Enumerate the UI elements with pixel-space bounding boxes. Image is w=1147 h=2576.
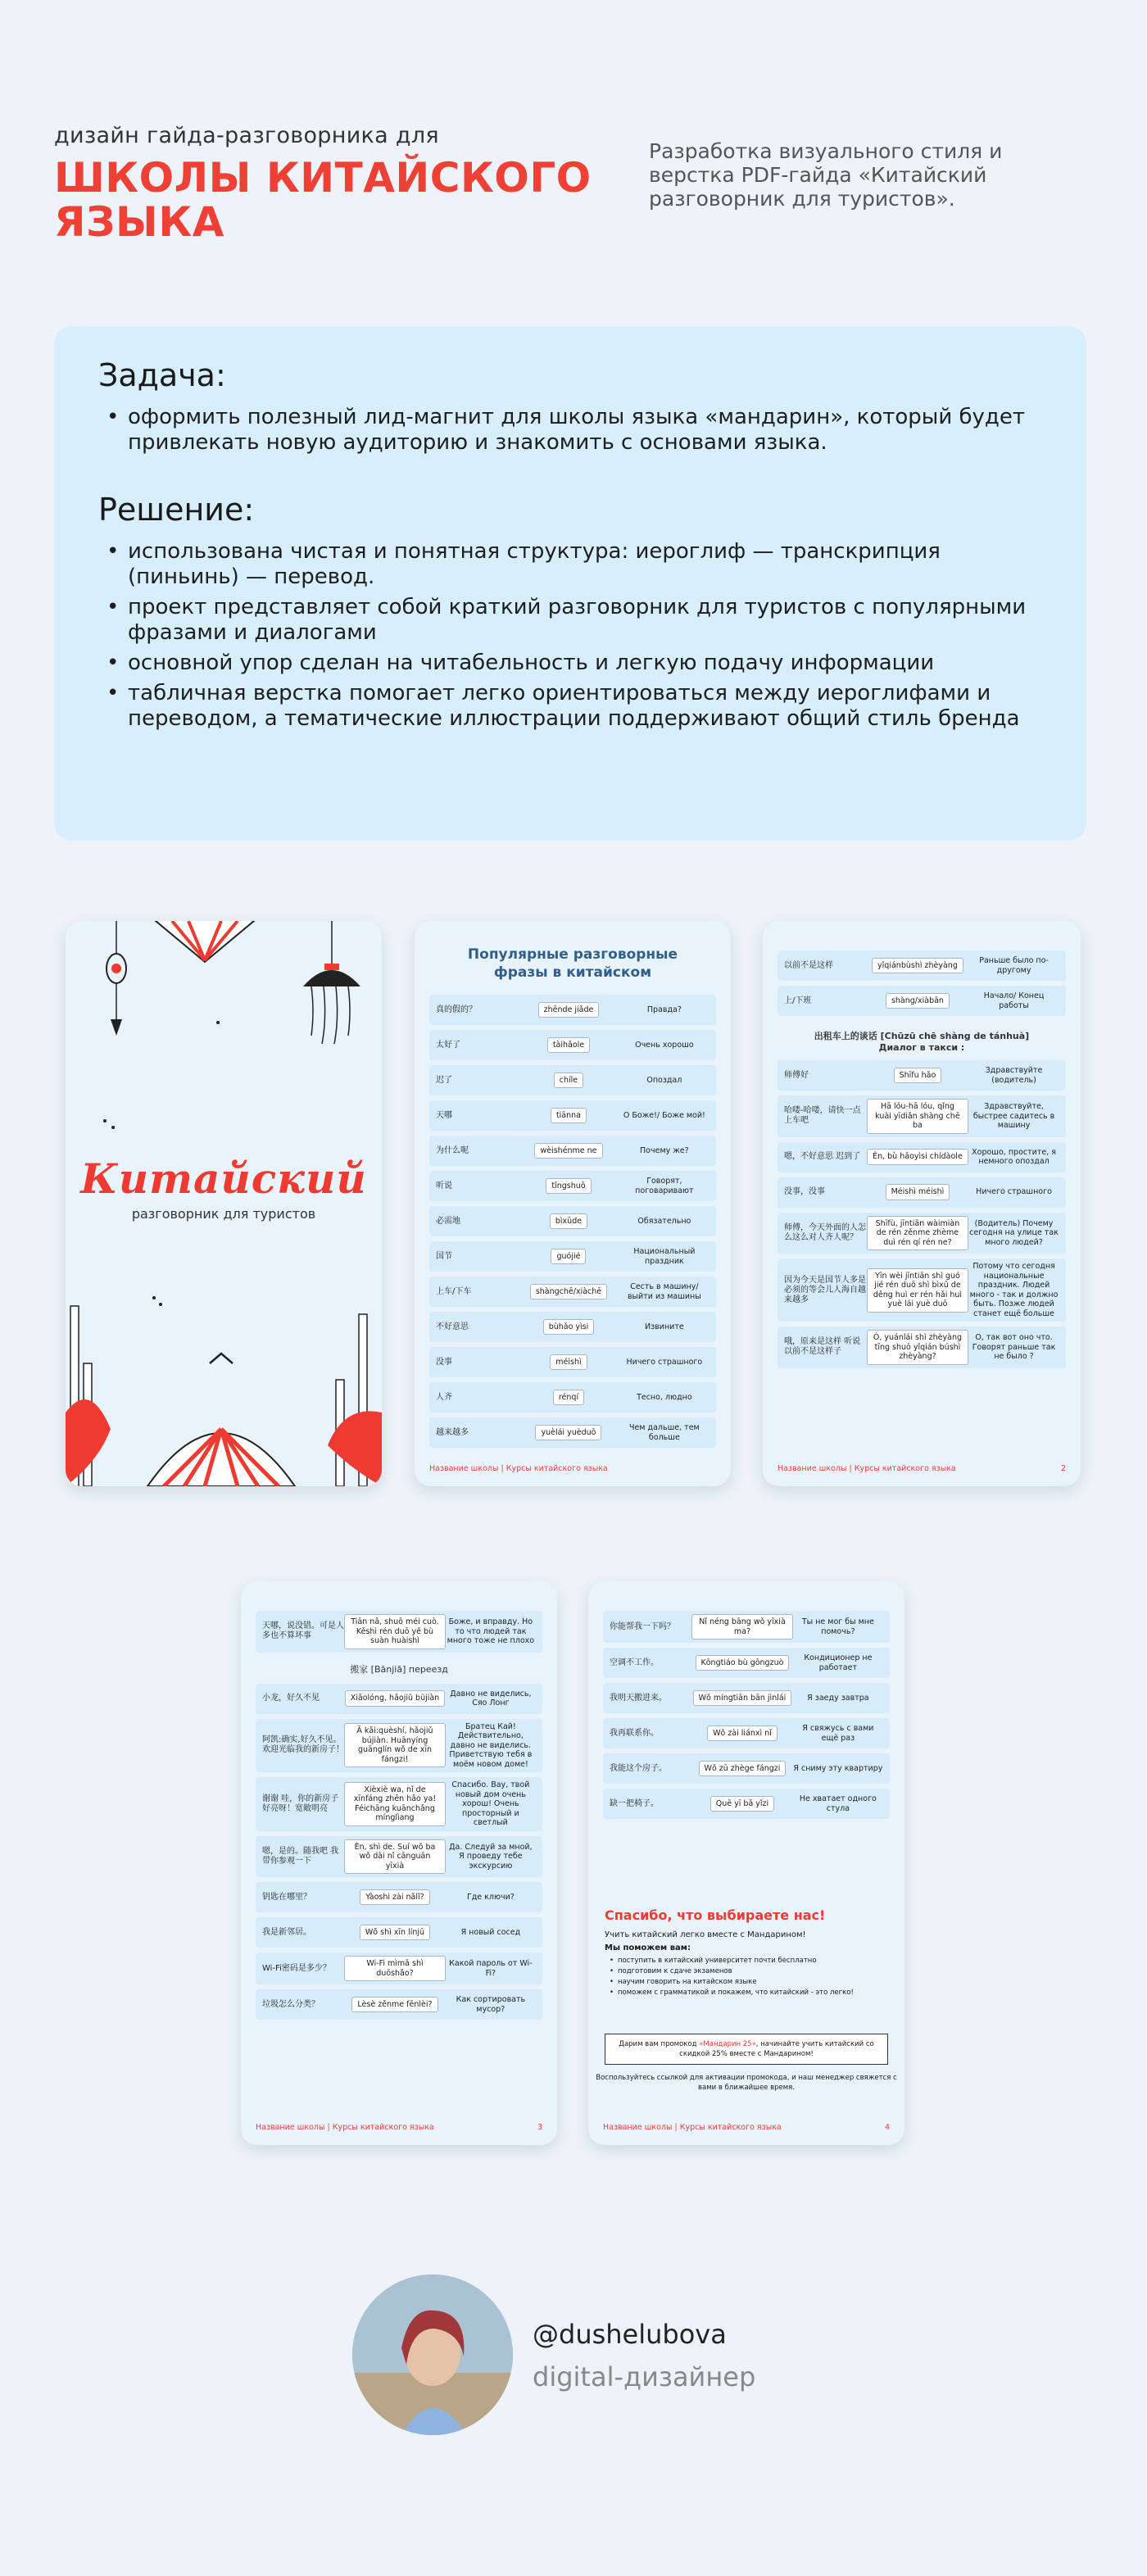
table-row	[429, 1347, 716, 1377]
translation-cell: Опоздал	[646, 1075, 682, 1085]
hanzi-cell: 太好了	[436, 1040, 460, 1050]
hanzi-cell: 迟了	[436, 1075, 452, 1085]
pinyin-text: tiānna	[551, 1108, 587, 1124]
table-row	[778, 950, 1066, 981]
pinyin-cell	[518, 1002, 619, 1018]
pinyin-cell	[518, 1284, 619, 1300]
hanzi-cell: Wi-Fi密码是多少？	[262, 1963, 331, 1973]
translation-cell: Правда?	[646, 1005, 682, 1014]
translation-cell: Боже, и вправду. Но то что людей так много тоже не плохо	[447, 1617, 535, 1645]
header-title-line1: ШКОЛЫ КИТАЙСКОГО	[54, 154, 592, 202]
pinyin-text: Wǒ zài liánxì nǐ	[707, 1726, 778, 1742]
pinyin-cell	[518, 1390, 619, 1406]
dialog-table	[763, 1060, 1081, 1368]
pinyin-text: yuèlái yuèduō	[535, 1425, 601, 1441]
hanzi-cell: 我是新邻居。	[262, 1927, 311, 1937]
pinyin-cell	[518, 1425, 619, 1441]
pinyin-cell	[867, 958, 968, 974]
thanks-title: Спасибо, что выбираете нас!	[605, 1907, 826, 1923]
table-row	[778, 1213, 1066, 1254]
page-footer	[778, 1464, 1066, 1473]
translation-cell: Хорошо, простите, я немного опоздал	[972, 1147, 1056, 1166]
pinyin-text: Èn, shì de. Suí wǒ ba wǒ dài nǐ cānguān yīxià	[344, 1839, 446, 1875]
translation-cell: (Водитель) Почему сегодня на улице так много людей?	[969, 1218, 1059, 1247]
pinyin-cell	[867, 1099, 968, 1134]
hanzi-cell: 我明天搬进来。	[610, 1693, 667, 1703]
hanzi-cell: 钥匙在哪里？	[262, 1892, 311, 1902]
footer-text: Название школы | Курсы китайского языка	[778, 1464, 956, 1473]
hanzi-cell: 为什么呢	[436, 1145, 469, 1155]
translation-cell: Очень хорошо	[635, 1040, 694, 1050]
pinyin-text: Wi-Fi mìmǎ shì duōshǎo?	[344, 1956, 446, 1981]
pinyin-text: Xiǎolóng, hǎojiǔ bùjiàn	[345, 1690, 445, 1707]
help-item: • научим говорить на китайском языке	[610, 1977, 888, 1988]
translation-cell: Да. Следуй за мной, Я проведу тебе экскурсию	[449, 1842, 533, 1871]
table-row	[429, 1030, 716, 1060]
translation-cell: Чем дальше, тем больше	[629, 1423, 700, 1442]
pinyin-cell	[518, 1037, 619, 1054]
pinyin-text: shàng/xiàbān	[886, 993, 950, 1009]
translation-cell: Где ключи?	[466, 1892, 515, 1902]
hanzi-cell: 天哪，说没错。可是人多也不算坏事	[262, 1621, 344, 1641]
pinyin-text: Xièxiè wa, nǐ de xīnfáng zhēn hǎo ya! Féichāng kuānchǎng mínglìang	[344, 1782, 446, 1826]
page-footer	[429, 1464, 716, 1473]
table-row	[778, 1327, 1066, 1368]
translation-cell: Давно не виделись, Сяо Лонг	[450, 1689, 532, 1708]
pinyin-cell	[518, 1354, 619, 1371]
hanzi-cell: 师傅，今天外面的人怎么这么对人齐人呢？	[784, 1222, 866, 1242]
section-subtitle: Диалог в такси :	[878, 1042, 965, 1053]
translation-cell: Я новый сосед	[460, 1927, 521, 1937]
translation-cell: Кондиционер не работает	[804, 1653, 873, 1672]
pinyin-text: Yīn wèi jīntiān shì guó jié rén duō shì bìxū de děng huì er rén hǎi huì yuè lái yuè duō	[867, 1268, 968, 1313]
hanzi-cell: 哦，原来是这样 听说以前不是这样子	[784, 1337, 861, 1357]
phrase-table	[588, 1611, 904, 1819]
hanzi-cell: 嗯，是的。随我吧 我带你参观一下	[262, 1846, 339, 1866]
table-row	[429, 1277, 716, 1307]
hanzi-cell: 没事，没事	[784, 1187, 825, 1196]
pinyin-cell	[691, 1655, 793, 1671]
hanzi-cell: 必需地	[436, 1216, 460, 1226]
header-description: Разработка визуального стиля и верстка PDF-гайда «Китайский разговорник для туристов».	[649, 139, 1003, 211]
pinyin-text: tīngshuō	[546, 1178, 591, 1195]
pinyin-cell	[691, 1690, 793, 1707]
table-row	[603, 1789, 890, 1819]
hanzi-cell: 阿凯:确实,好久不见。欢迎光临我的新房子！	[262, 1735, 344, 1755]
pinyin-cell	[344, 1690, 446, 1707]
section-title: 搬家 [Bānjiā] переезд	[350, 1663, 448, 1675]
table-row	[778, 986, 1066, 1016]
cover-subtitle: разговорник для туристов	[131, 1206, 316, 1222]
table-row	[778, 1177, 1066, 1208]
hanzi-cell: 人齐	[436, 1392, 452, 1402]
table-row	[778, 1142, 1066, 1172]
translation-cell: Тесно, людно	[637, 1392, 692, 1402]
promo-text-post: , начинайте учить китайский со скидкой 25% вместе с Мандарином!	[679, 2040, 874, 2058]
table-row	[256, 1989, 542, 2020]
section-title-text: 出租车上的谈话 [Chūzū chē shàng de tánhuà]	[814, 1031, 1030, 1041]
table-row	[603, 1611, 890, 1643]
pinyin-text: Lèsè zěnme fēnlèi?	[351, 1997, 437, 2013]
pinyin-cell	[867, 993, 968, 1009]
help-title: Мы поможем вам:	[605, 1943, 691, 1952]
thanks-block	[605, 1907, 888, 2015]
translation-cell: Я заеду завтра	[807, 1693, 869, 1703]
pinyin-cell	[691, 1726, 793, 1742]
pinyin-text: bùhǎo yìsi	[543, 1319, 595, 1336]
table-row	[256, 1777, 542, 1831]
pinyin-text: bìxūde	[550, 1213, 587, 1230]
pinyin-cell	[518, 1249, 619, 1265]
table-row	[429, 1136, 716, 1166]
header-subtitle: дизайн гайда-разговорника для	[54, 123, 439, 148]
translation-cell: Обязательно	[637, 1216, 691, 1226]
pinyin-text: rénqí	[553, 1390, 584, 1406]
guide-page-2	[763, 921, 1081, 1486]
table-row	[429, 1241, 716, 1272]
hanzi-cell: 上/下班	[784, 995, 812, 1005]
table-row	[778, 1060, 1066, 1091]
table-row	[429, 1100, 716, 1131]
help-item: • поможем с грамматикой и покажем, что китайский - это легко!	[610, 1988, 888, 1998]
dialog-table	[241, 1611, 557, 1653]
cover-illustration	[66, 921, 382, 1486]
translation-cell: О, так вот оно что. Говорят раньше так не было ?	[972, 1333, 1056, 1361]
translation-cell: Сесть в машину/ выйти из машины	[627, 1282, 701, 1301]
footer-text: Название школы | Курсы китайского языка	[603, 2123, 782, 2132]
pinyin-text: Nǐ néng bāng wǒ yīxià ma?	[691, 1614, 793, 1639]
pinyin-cell	[518, 1108, 619, 1124]
translation-cell: Национальный праздник	[633, 1247, 696, 1266]
pinyin-text: Wǒ zū zhège fángzi	[699, 1761, 787, 1777]
header-title	[54, 156, 592, 244]
translation-cell: Здравствуйте (водитель)	[985, 1066, 1043, 1085]
table-row	[429, 1312, 716, 1342]
pinyin-cell	[344, 1889, 446, 1906]
page-number: 2	[1060, 1464, 1066, 1473]
table-row	[256, 1611, 542, 1653]
header-title-line2: ЯЗЫКА	[54, 198, 224, 246]
pinyin-text: méishì	[550, 1354, 587, 1371]
page-footer	[603, 2123, 890, 2132]
pinyin-text: Shīfu hǎo	[894, 1068, 942, 1084]
pinyin-text: Hā lóu-hā lóu, qǐng kuài yīdiǎn shàng chē ba	[867, 1099, 968, 1134]
hanzi-cell: 我能这个房子。	[610, 1763, 667, 1773]
page-number: 3	[537, 2123, 542, 2132]
thanks-text: Учить китайский легко вместе с Мандарином!	[605, 1930, 806, 1939]
pinyin-cell	[518, 1178, 619, 1195]
translation-cell: Братец Кай! Действительно, давно не виделись. Приветствую тебя в моём новом доме!	[449, 1721, 533, 1769]
promo-box	[605, 2034, 888, 2065]
pinyin-text: Quē yī bǎ yǐzi	[710, 1796, 774, 1812]
solution-item: • основной упор сделан на читабельность и легкую подачу информации	[98, 651, 1042, 676]
table-row	[429, 1171, 716, 1201]
page-title-line1: Популярные разговорные	[467, 946, 678, 963]
pinyin-text: wèishénme ne	[534, 1143, 602, 1159]
pinyin-cell	[518, 1143, 619, 1159]
translation-cell: Раньше было по-другому	[979, 956, 1049, 975]
translation-cell: Почему же?	[640, 1145, 689, 1155]
pinyin-cell	[691, 1796, 793, 1812]
solution-list	[98, 539, 1042, 732]
translation-cell: Ты не мог бы мне помочь?	[801, 1617, 874, 1636]
pinyin-cell	[867, 1216, 968, 1251]
pinyin-text: tàihǎole	[547, 1037, 590, 1054]
pinyin-cell	[867, 1068, 968, 1084]
page-title-line2: фразы в китайском	[493, 964, 652, 981]
table-row	[603, 1683, 890, 1713]
cover-page-preview	[66, 921, 382, 1486]
hanzi-cell: 缺一把椅子。	[610, 1798, 659, 1808]
pinyin-text: yǐqiánbùshì zhèyàng	[872, 958, 963, 974]
phrase-table	[415, 995, 731, 1448]
pinyin-cell	[867, 1184, 968, 1200]
table-row	[429, 1065, 716, 1095]
page-number: 4	[884, 2123, 890, 2132]
solution-item: • проект представляет собой краткий разговорник для туристов с популярными фразами и диалогами	[98, 595, 1042, 646]
hanzi-cell: 垃圾怎么分类？	[262, 1999, 320, 2009]
pinyin-cell	[344, 1925, 446, 1941]
hanzi-cell: 听说	[436, 1181, 452, 1190]
guide-page-1	[415, 921, 731, 1486]
hanzi-cell: 我再联系你。	[610, 1728, 659, 1738]
page-footer	[256, 2123, 542, 2132]
task-heading: Задача:	[98, 357, 226, 393]
pinyin-cell	[867, 1149, 968, 1165]
pinyin-cell	[518, 1319, 619, 1336]
dialog-table	[241, 1684, 557, 2020]
translation-cell: Здравствуйте, быстрее садитесь в машину	[972, 1102, 1055, 1130]
pinyin-cell	[344, 1723, 446, 1767]
pinyin-cell	[518, 1213, 619, 1230]
hanzi-cell: 师傅好	[784, 1070, 809, 1080]
help-item: • поступить в китайский университет почти бесплатно	[610, 1956, 888, 1966]
hanzi-cell: 天哪	[436, 1110, 452, 1120]
pinyin-cell	[344, 1614, 446, 1649]
pinyin-text: Tiān nǎ, shuō méi cuò. Kěshì rén duō yě bù suàn huàishì	[344, 1614, 446, 1649]
task-item: • оформить полезный лид-магнит для школы языка «мандарин», который будет привлекать новую аудиторию и знакомить с основами языка.	[98, 405, 1042, 456]
hanzi-cell: 真的假的？	[436, 1005, 477, 1014]
hanzi-cell: 因为今天是国节人多是必须的等会儿人海自越来越多	[784, 1275, 866, 1304]
section-title	[763, 1031, 1081, 1054]
translation-cell: Ничего страшного	[976, 1187, 1052, 1197]
pinyin-text: Kōngtiáo bù gōngzuò	[696, 1655, 790, 1671]
translation-cell: Извините	[645, 1322, 684, 1331]
help-item: • подготовим к сдаче экзаменов	[610, 1966, 888, 1977]
table-row	[256, 1836, 542, 1878]
hanzi-cell: 小龙，好久不见	[262, 1694, 320, 1703]
pinyin-text: Wǒ míngtiān bān jìnlái	[693, 1690, 792, 1707]
promo-code: «Мандарин 25»	[699, 2040, 756, 2048]
pinyin-cell	[344, 1997, 446, 2013]
header	[54, 123, 1095, 254]
pinyin-cell	[518, 1073, 619, 1089]
pinyin-text: guójié	[551, 1249, 586, 1265]
translation-cell: Говорят, поговаривают	[635, 1177, 694, 1195]
table-row	[603, 1753, 890, 1784]
pinyin-cell	[691, 1614, 793, 1639]
pinyin-cell	[344, 1782, 446, 1826]
pinyin-text: chíle	[554, 1073, 583, 1089]
translation-cell: Как сортировать мусор?	[456, 1995, 526, 2014]
author-handle: @dushelubova	[533, 2319, 727, 2350]
promo-text-pre: Дарим вам промокод	[619, 2040, 700, 2048]
translation-cell: Начало/ Конец работы	[983, 991, 1045, 1010]
pinyin-cell	[867, 1268, 968, 1313]
hanzi-cell: 越来越多	[436, 1427, 469, 1437]
table-row	[778, 1259, 1066, 1322]
help-list	[605, 1956, 888, 1998]
pinyin-text: zhēnde jiǎde	[538, 1002, 600, 1018]
translation-cell: Какой пароль от Wi-Fi?	[449, 1959, 533, 1978]
table-row	[256, 1882, 542, 1912]
table-row	[603, 1718, 890, 1748]
table-row	[429, 995, 716, 1025]
guide-page-4	[588, 1581, 904, 2145]
pinyin-cell	[344, 1839, 446, 1875]
table-row	[256, 1719, 542, 1773]
translation-cell: Не хватает одного стула	[799, 1794, 877, 1813]
author-profile	[352, 2274, 811, 2438]
avatar	[352, 2274, 513, 2435]
avatar-photo-icon	[352, 2274, 513, 2435]
solution-item: • использована чистая и понятная структура: иероглиф — транскрипция (пиньинь) — перевод.	[98, 539, 1042, 590]
translation-cell: Я свяжусь с вами ещё раз	[802, 1724, 874, 1743]
translation-cell: Я сниму эту квартиру	[793, 1763, 883, 1773]
pinyin-text: Ó, yuánlái shì zhèyàng tīng shuō yǐqián búshì zhèyàng?	[867, 1330, 968, 1365]
translation-cell: Спасибо. Вау, твой новый дом очень хорош! Очень просторный и светлый	[451, 1780, 530, 1827]
footer-text: Название школы | Курсы китайского языка	[256, 2123, 434, 2132]
hanzi-cell: 哈喽-哈喽，请快一点上车吧	[784, 1106, 861, 1126]
solution-heading: Решение:	[98, 492, 255, 528]
author-role: digital-дизайнер	[533, 2361, 756, 2392]
footer-text: Название школы | Курсы китайского языка	[429, 1464, 608, 1473]
pinyin-text: Wǒ shì xīn línjū	[360, 1925, 430, 1941]
pinyin-text: Méishì méishì	[886, 1184, 950, 1200]
translation-cell: Ничего страшного	[626, 1357, 703, 1367]
hanzi-cell: 谢谢 哇，你的新房子好亮呀！宽敞明亮	[262, 1794, 339, 1813]
promo-note: Воспользуйтесь ссылкой для активации промокода, и наш менеджер свяжется с вами в ближайшее время.	[596, 2074, 897, 2092]
hanzi-cell: 不好意思	[436, 1322, 469, 1331]
task-list	[98, 405, 1042, 456]
table-row	[256, 1917, 542, 1948]
table-row	[256, 1952, 542, 1984]
table-row	[429, 1206, 716, 1236]
hanzi-cell: 上车/下车	[436, 1286, 472, 1296]
hanzi-cell: 国节	[436, 1251, 452, 1261]
hanzi-cell: 你能帮我一下吗？	[610, 1621, 675, 1631]
pinyin-text: Shīfù, jīntiān wàimiàn de rén zěnme zhème duì rén qí rén ne?	[867, 1216, 968, 1251]
hanzi-cell: 空调不工作。	[610, 1658, 659, 1667]
translation-cell: Потому что сегодня национальные праздник. Людей много - так и должно быть. Позже людей станет ещё больше	[969, 1262, 1059, 1318]
table-row	[429, 1417, 716, 1448]
table-row	[778, 1095, 1066, 1137]
table-row	[256, 1684, 542, 1714]
pinyin-cell	[691, 1761, 793, 1777]
pinyin-cell	[867, 1330, 968, 1365]
cover-title: Китайский	[80, 1154, 367, 1203]
task-solution-panel	[54, 326, 1086, 841]
pinyin-cell	[344, 1956, 446, 1981]
guide-page-3	[241, 1581, 557, 2145]
pinyin-text: Yàoshi zài nǎlǐ?	[360, 1889, 429, 1906]
table-row	[603, 1648, 890, 1678]
table-row	[429, 1382, 716, 1413]
pinyin-text: Ā kǎi:quèshí, hǎojiǔ bújiàn. Huānyíng guānglín wǒ de xīn fángzi!	[344, 1723, 446, 1767]
phrase-table	[763, 950, 1081, 1016]
hanzi-cell: 嗯，不好意思 迟到了	[784, 1152, 861, 1161]
pinyin-text: shàngchē/xiàchē	[530, 1284, 607, 1300]
pinyin-text: Èn, bù hǎoyìsi chídàole	[867, 1149, 968, 1165]
hanzi-cell: 没事	[436, 1357, 452, 1367]
page-title	[415, 921, 731, 982]
solution-item: • табличная верстка помогает легко ориентироваться между иероглифами и переводом, а тематические иллюстрации поддерживают общий стиль бренда	[98, 681, 1042, 732]
hanzi-cell: 以前不是这样	[784, 960, 833, 970]
translation-cell: О Боже!/ Боже мой!	[623, 1110, 705, 1120]
